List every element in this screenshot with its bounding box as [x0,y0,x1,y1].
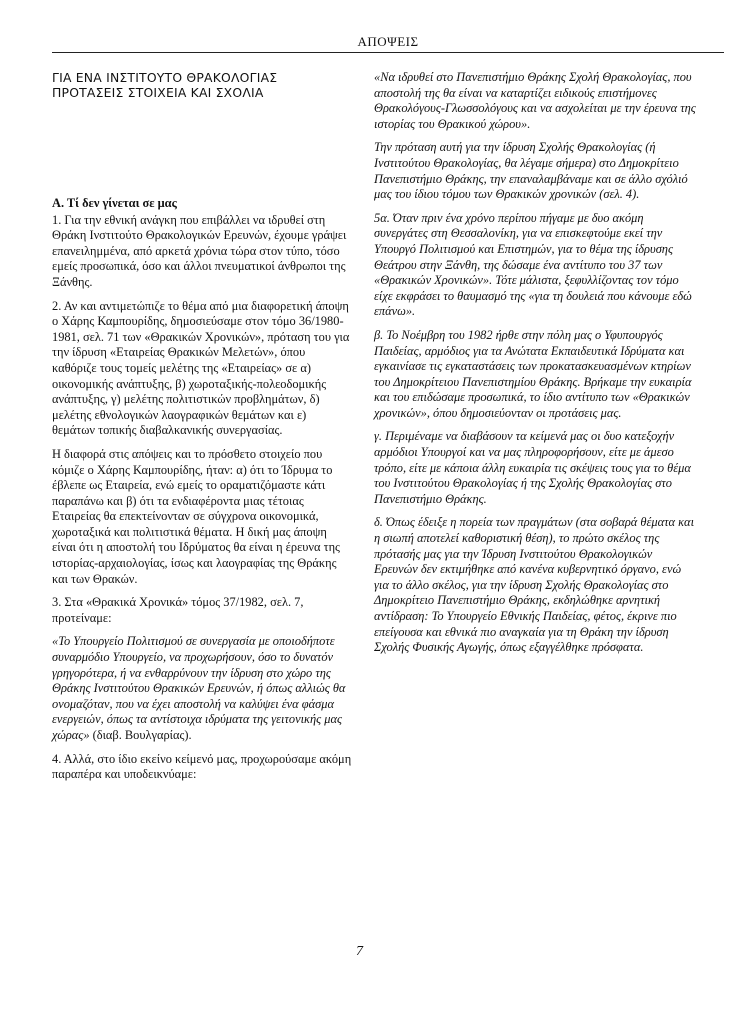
quoted-proposal [52,634,352,743]
running-header: ΑΠΟΨΕΙΣ [357,34,419,49]
paragraph-4: 3. Στα «Θρακικά Χρονικά» τόμος 37/1982, σελ. 7, προτείναμε: [52,595,304,625]
article-title-line-1: ΓΙΑ ΕΝΑ ΙΝΣΤΙΤΟΥΤΟ ΘΡΑΚΟΛΟΓΙΑΣ [52,70,278,85]
paragraph-7: 5α. Όταν πριν ένα χρόνο περίπου πήγαμε με δυο ακόμη συνεργάτες στη Θεσσαλονίκη, για να επισκεφτούμε εκεί την Υπουργό Πολιτισμού και Επιστημών, για το θέμα της ίδρυσης Θεάτρου στην Ξάνθη, της δώσαμε ένα αντίτυπο του 37 των «Θρακικών Χρονικών». Τότε μάλιστα, ξεφυλλίζοντας τον τόμο είχε εκφράσει το θαυμασμό της «για τη δουλειά που κάνουμε εδώ επάνω». [374,210,692,319]
paragraph-10: δ. Όπως έδειξε η πορεία των πραγμάτων (στα σοβαρά θέματα και η σιωπή αποτελεί καθοριστική θέση), το πρώτο σκέλος της πρότασής μας για την Ίδρυση Ινστιτούτου Θρακολογικών Ερευνών δεν εκτιμήθηκε από κανένα κυβερνητικό όργανο, ενώ για το άλλο σκέλος, για την ίδρυση Σχολής Θρακολογίας στο Δημοκρίτειο Πανεπιστήμιο Θράκης, εκδηλώθηκε αρνητική αντίδραση: Το Υπουργείο Εθνικής Παιδείας, φέτος, έκρινε πιο επείγουσα και εθνικά πιο αναγκαία για τη Θράκη την ίδρυση Σχολής Φυσικής Αγωγής, όπως εξαγγέλθηκε πρόσφατα. [374,515,695,655]
header-rule [52,52,724,53]
paragraph-5: 4. Αλλά, στο ίδιο εκείνο κείμενό μας, προχωρούσαμε ακόμη παραπέρα και υποδεικνύαμε: [52,751,352,782]
paragraph-3: Η διαφορά στις απόψεις και το πρόσθετο στοιχείο που κόμιζε ο Χάρης Καμπουρίδης, ήταν: α) ότι το Ίδρυμα το έβλεπε ως Εταιρεία, ενώ εμείς το οραματιζόμαστε κάτι παραπάνω και β) ότι τα ενδιαφέροντα μιας τέτοιας Εταιρείας θα επεκτείνονταν σε σύγχρονα οικονομικά, χωροταξικά και πολιτιστικά θέματα. Η δική μας άποψη είναι ότι η αποστολή του Ιδρύματος θα είναι η έρευνα της ιστορίας-αρχαιολογίας, ίσως και λαογραφίας της Θράκης και των Θρακών. [52,446,340,586]
right-column [374,70,696,664]
paragraph-9: γ. Περιμέναμε να διαβάσουν τα κείμενά μας οι δυο κατεξοχήν αρμόδιοι Υπουργοί και να μας πληροφορήσουν, είτε με άμεσο τρόπο, είτε με κάποια άλλη ευκαιρία τις σκέψεις τους για το θέμα του Ινστιτούτου Θρακολογίας ή της Σχολής Θρακολογίας στο Πανεπιστήμιο Θράκης. [374,429,691,506]
article-title-line-2: ΠΡΟΤΑΣΕΙΣ ΣΤΟΙΧΕΙΑ ΚΑΙ ΣΧΟΛΙΑ [52,85,264,100]
quote-text: «Το Υπουργείο Πολιτισμού σε συνεργασία με οποιοδήποτε συναρμόδιο Υπουργείο, να προχωρήσουν, όσο το δυνατόν γρηγορότερα, ή να ενθαρρύνουν την ίδρυση στο χώρο της Θράκης Ινστιτούτου Θρακικών Ερευνών, ή όπως αλλιώς θα ονομαζόταν, που να έχει αποστολή να καλύψει ένα φάσμα ενεργειών, όπως τα αντίστοιχα ιδρύματα της γειτονικής μας χώρας» [52,634,346,742]
left-column [52,70,352,791]
paragraph-8: β. Το Νοέμβρη του 1982 ήρθε στην πόλη μας ο Υφυπουργός Παιδείας, αρμόδιος για τα Ανώτατα Εκπαιδευτικά Ιδρύματα και εγκαινίασε τις εγκαταστάσεις των προκατασκευασμένων κτηρίων του Δημοκρίτειου Πανεπιστημίου Θράκης. Βρήκαμε την ευκαιρία και του επιδώσαμε προσωπικά, το ίδιο αντίτυπο των «Θρακικών χρονικών», όπου δημοσιεύονταν οι προτάσεις μας. [374,327,692,420]
quote-tail: (διαβ. Βουλγαρίας). [89,728,192,742]
paragraph-1: 1. Για την εθνική ανάγκη που επιβάλλει να ιδρυθεί στη Θράκη Ινστιτούτο Θρακολογικών Ερευνών, έχουμε γράψει επανειλημμένα, από αρκετά χρόνια τώρα στον τύπο, τόσο εμείς προσωπικά, όσο και άλλοι πνευματικοί άνθρωποι της Ξάνθης. [52,212,347,289]
quoted-school-proposal: «Να ιδρυθεί στο Πανεπιστήμιο Θράκης Σχολή Θρακολογίας, που αποστολή της θα είναι να καταρτίζει ειδικούς επιστήμονες Θρακολόγους-Γλωσσολόγους και να ασχολείται με την έρευνα της ιστορίας του Θρακικού χώρου». [374,70,696,131]
article-title [52,70,352,100]
page-number: 7 [356,944,363,959]
section-heading: Α. Τί δεν γίνεται σε μας [52,196,177,210]
paragraph-2: 2. Αν και αντιμετώπιζε το θέμα από μια διαφορετική άποψη ο Χάρης Καμπουρίδης, δημοσιεύσαμε στον τόμο 36/1980-1981, σελ. 71 των «Θρακικών Χρονικών», πρόταση του για την ίδρυση «Εταιρείας Θρακικών Μελετών», όπου καθόριζε τους τομείς μελέτης της «Εταιρείας» σε α) οικονομικής ανάπτυξης, β) χωροταξικής-πολεοδομικής ανάπτυξης, γ) μελέτης πολιτιστικών προβλημάτων, δ) μελέτης εθνολογικών λαογραφικών θεμάτων και ε) θεμάτων τοπικής διαβαλκανικής συνεργασίας. [52,298,350,438]
paragraph-6: Την πρόταση αυτή για την ίδρυση Σχολής Θρακολογίας (ή Ινστιτούτου Θρακολογίας, θα λέγαμε σήμερα) στο Δημοκρίτειο Πανεπιστήμιο Θράκης, την επαναλαμβάναμε και σε άλλο σχόλιό μας του ίδιου τόμου των Θρακικών χρονικών (σελ. 4). [374,140,688,202]
